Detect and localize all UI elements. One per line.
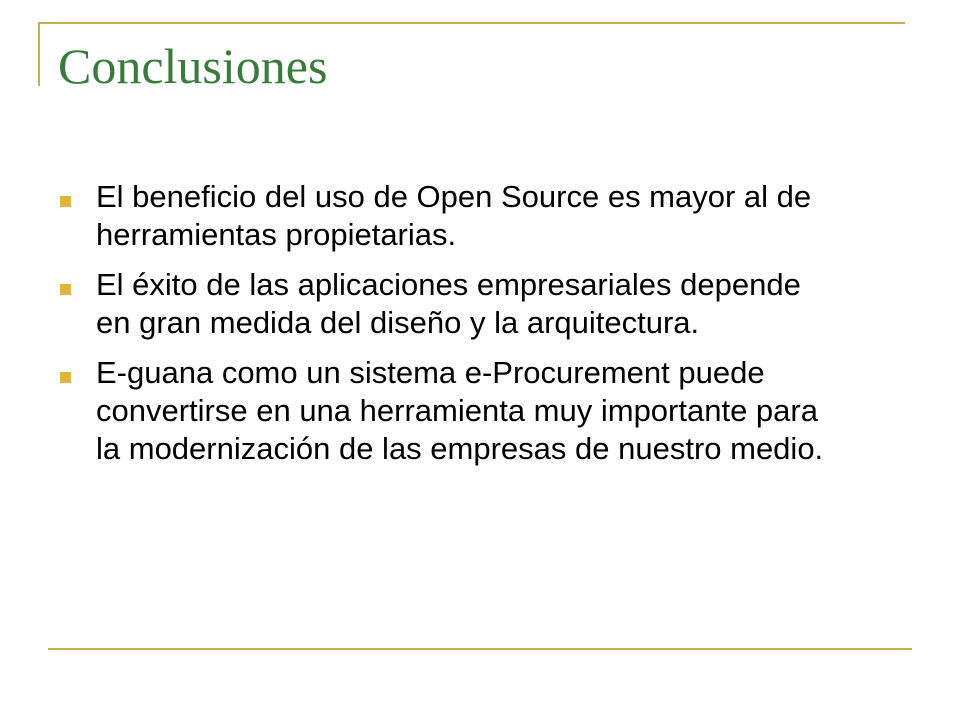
bullet-list — [60, 178, 840, 480]
bullet-text: E-guana como un sistema e-Procurement puede convertirse en una herramienta muy importante para la modernización de las empresas de nuestro medio. — [96, 355, 824, 466]
square-bullet-icon — [60, 372, 71, 383]
bullet-text: El éxito de las aplicaciones empresariales depende en gran medida del diseño y la arquitectura. — [96, 267, 801, 340]
bullet-item — [60, 354, 840, 468]
frame-left-line — [38, 22, 40, 86]
bullet-item — [60, 266, 840, 342]
frame-bottom-line — [48, 648, 912, 650]
square-bullet-icon — [60, 284, 71, 295]
square-bullet-icon — [60, 196, 71, 207]
slide-title: Conclusiones — [58, 38, 328, 94]
frame-top-line — [40, 22, 905, 24]
bullet-text: El beneficio del uso de Open Source es mayor al de herramientas propietarias. — [96, 179, 812, 252]
bullet-item — [60, 178, 840, 254]
